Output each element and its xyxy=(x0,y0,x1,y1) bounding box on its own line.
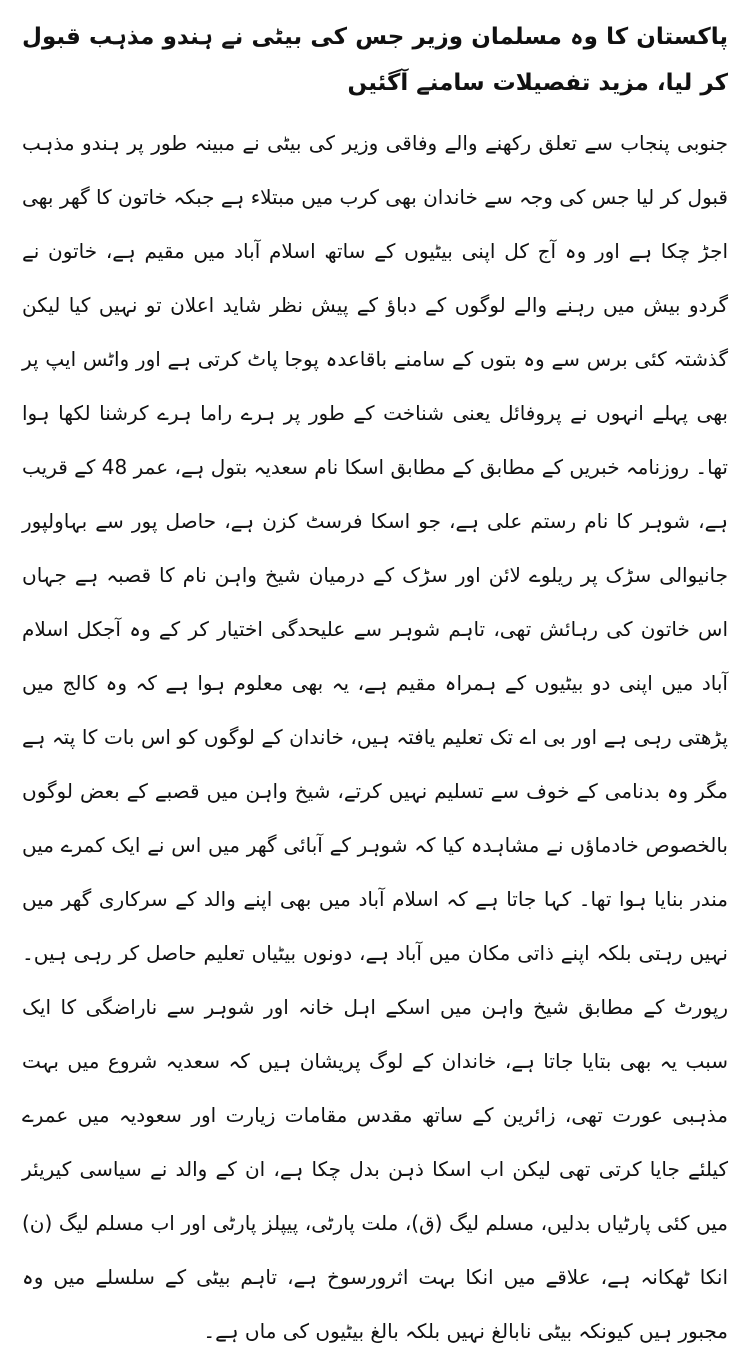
article-body: جنوبی پنجاب سے تعلق رکھنے والے وفاقی وزیر کی بیٹی نے مبینہ طور پر ہندو مذہب قبول کر لیا جس کی وجہ سے خاندان بھی کرب میں مبتلاء ہے جبکہ خاتون کا گھر بھی اجڑ چکا ہے اور وہ آج کل اپنی بیٹیوں کے ساتھ اسلام آباد میں مقیم ہے، خاتون نے گردو بیش میں رہنے والے لوگوں کے دباؤ کے پیش نظر شاید اعلان تو نہیں کیا لیکن گذشتہ کئی برس سے وہ بتوں کے سامنے باقاعدہ پوجا پاٹ کرتی ہے اور واٹس ایپ پر بھی پہلے انہوں نے پروفائل یعنی شناخت کے طور پر ہرے راما ہرے کرشنا لکھا ہوا تھا۔ روزنامہ خبریں کے مطابق کے مطابق اسکا نام سعدیہ بتول ہے، عمر 48 کے قریب ہے، شوہر کا نام رستم علی ہے، جو اسکا فرسٹ کزن ہے، حاصل پور سے بہاولپور جانیوالی سڑک پر ریلوے لائن اور سڑک کے درمیان شیخ واہن نام کا قصبہ ہے جہاں اس خاتون کی رہائش تھی، تاہم شوہر سے علیحدگی اختیار کر کے وہ آجکل اسلام آباد میں اپنی دو بیٹیوں کے ہمراہ مقیم ہے، یہ بھی معلوم ہوا ہے کہ وہ کالج میں پڑھتی رہی ہے اور بی اے تک تعلیم یافتہ ہیں، خاندان کے لوگوں کو اس بات کا پتہ ہے مگر وہ بدنامی کے خوف سے تسلیم نہیں کرتے، شیخ واہن میں قصبے کے بعض لوگوں بالخصوص خادماؤں نے مشاہدہ کیا کہ شوہر کے آبائی گھر میں اس نے ایک کمرے میں مندر بنایا ہوا تھا۔ کہا جاتا ہے کہ اسلام آباد میں بھی اپنے والد کے سرکاری گھر میں نہیں رہتی بلکہ اپنے ذاتی مکان میں آباد ہے، دونوں بیٹیاں تعلیم حاصل کر رہی ہیں۔ رپورٹ کے مطابق شیخ واہن میں اسکے اہل خانہ اور شوہر سے ناراضگی کا ایک سبب یہ بھی بتایا جاتا ہے، خاندان کے لوگ پریشان ہیں کہ سعدیہ شروع میں بہت مذہبی عورت تھی، زائرین کے ساتھ مقدس مقامات زیارت اور سعودیہ میں عمرے کیلئے جایا کرتی تھی لیکن اب اسکا ذہن بدل چکا ہے، ان کے والد نے سیاسی کیریئر میں کئی پارٹیاں بدلیں، مسلم لیگ (ق)، ملت پارٹی، پیپلز پارٹی اور اب مسلم لیگ (ن) انکا ٹھکانہ ہے، علاقے میں انکا بہت اثرورسوخ ہے، تاہم بیٹی کے سلسلے میں وہ مجبور ہیں کیونکہ بیٹی نابالغ نہیں بلکہ بالغ بیٹیوں کی ماں ہے۔ xyxy=(22,131,729,1343)
article-headline: پاکستان کا وہ مسلمان وزیر جس کی بیٹی نے ہندو مذہب قبول کر لیا، مزید تفصیلات سامنے آگئیں xyxy=(22,24,728,96)
article xyxy=(22,14,728,1358)
